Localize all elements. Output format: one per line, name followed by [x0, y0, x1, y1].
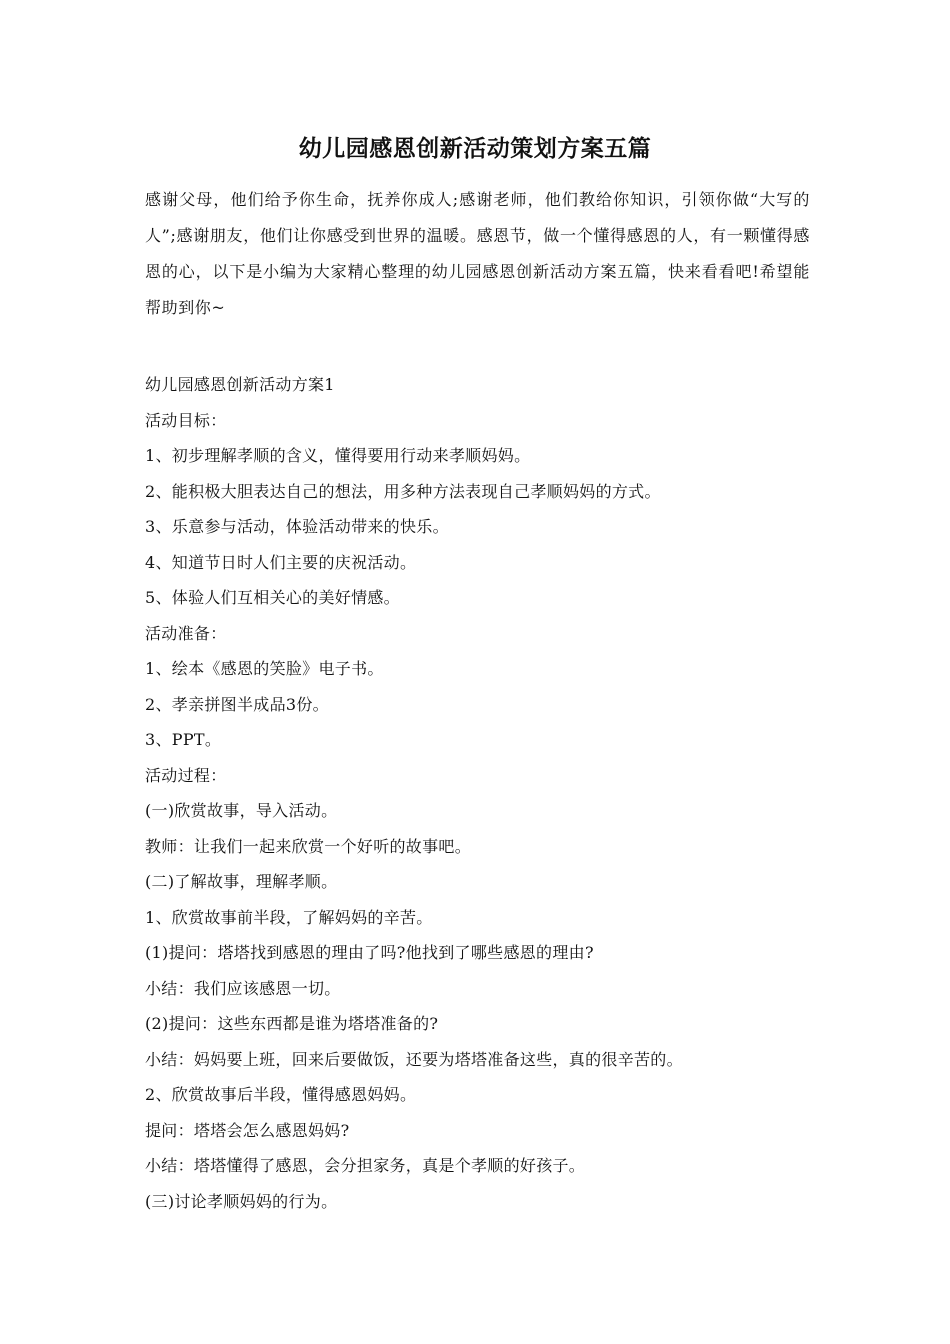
paragraph-line: 3、乐意参与活动，体验活动带来的快乐。 — [145, 517, 449, 536]
paragraph-line: (二)了解故事，理解孝顺。 — [145, 872, 338, 891]
section-heading: 幼儿园感恩创新活动方案1 — [145, 375, 335, 394]
paragraph-line: 5、体验人们互相关心的美好情感。 — [145, 588, 400, 607]
paragraph-line: (1)提问：塔塔找到感恩的理由了吗?他找到了哪些感恩的理由? — [145, 943, 594, 962]
paragraph-line: 3、PPT。 — [145, 730, 222, 749]
paragraph-line: 2、欣赏故事后半段，懂得感恩妈妈。 — [145, 1085, 417, 1104]
paragraph-line: 1、初步理解孝顺的含义，懂得要用行动来孝顺妈妈。 — [145, 446, 531, 465]
document-title: 幼儿园感恩创新活动策划方案五篇 — [298, 135, 652, 162]
paragraph-line: 4、知道节日时人们主要的庆祝活动。 — [145, 552, 417, 572]
paragraph-line: (三)讨论孝顺妈妈的行为。 — [145, 1191, 338, 1211]
paragraph-line: 1、欣赏故事前半段，了解妈妈的辛苦。 — [145, 907, 433, 927]
paragraph-line: 教师：让我们一起来欣赏一个好听的故事吧。 — [145, 836, 472, 856]
document-body — [145, 367, 810, 1219]
paragraph-line: 2、孝亲拼图半成品3份。 — [145, 694, 329, 714]
paragraph-line: 提问：塔塔会怎么感恩妈妈? — [145, 1120, 350, 1140]
paragraph-line: 2、能积极大胆表达自己的想法，用多种方法表现自己孝顺妈妈的方式。 — [145, 481, 661, 501]
paragraph-line: 1、绘本《感恩的笑脸》电子书。 — [145, 659, 384, 678]
paragraph-line: (2)提问：这些东西都是谁为塔塔准备的? — [145, 1014, 439, 1033]
paragraph-line: 小结：我们应该感恩一切。 — [145, 978, 341, 998]
paragraph-line: 活动准备： — [145, 623, 227, 643]
paragraph-line: 小结：妈妈要上班，回来后要做饭，还要为塔塔准备这些，真的很辛苦的。 — [145, 1049, 683, 1069]
paragraph-line: 活动目标： — [145, 410, 227, 430]
paragraph-line: 小结：塔塔懂得了感恩，会分担家务，真是个孝顺的好孩子。 — [145, 1156, 586, 1175]
paragraph-line: 活动过程： — [145, 765, 227, 785]
paragraph-line: (一)欣赏故事，导入活动。 — [145, 801, 338, 820]
intro-paragraph: 感谢父母，他们给予你生命，抚养你成人;感谢老师，他们教给你知识，引领你做“大写的人”;感谢朋友，他们让你感受到世界的温暖。感恩节，做一个懂得感恩的人，有一颗懂得感恩的心，以下是小编为大家精心整理的幼儿园感恩创新活动方案五篇，快来看看吧!希望能帮助到你~ — [145, 190, 810, 317]
